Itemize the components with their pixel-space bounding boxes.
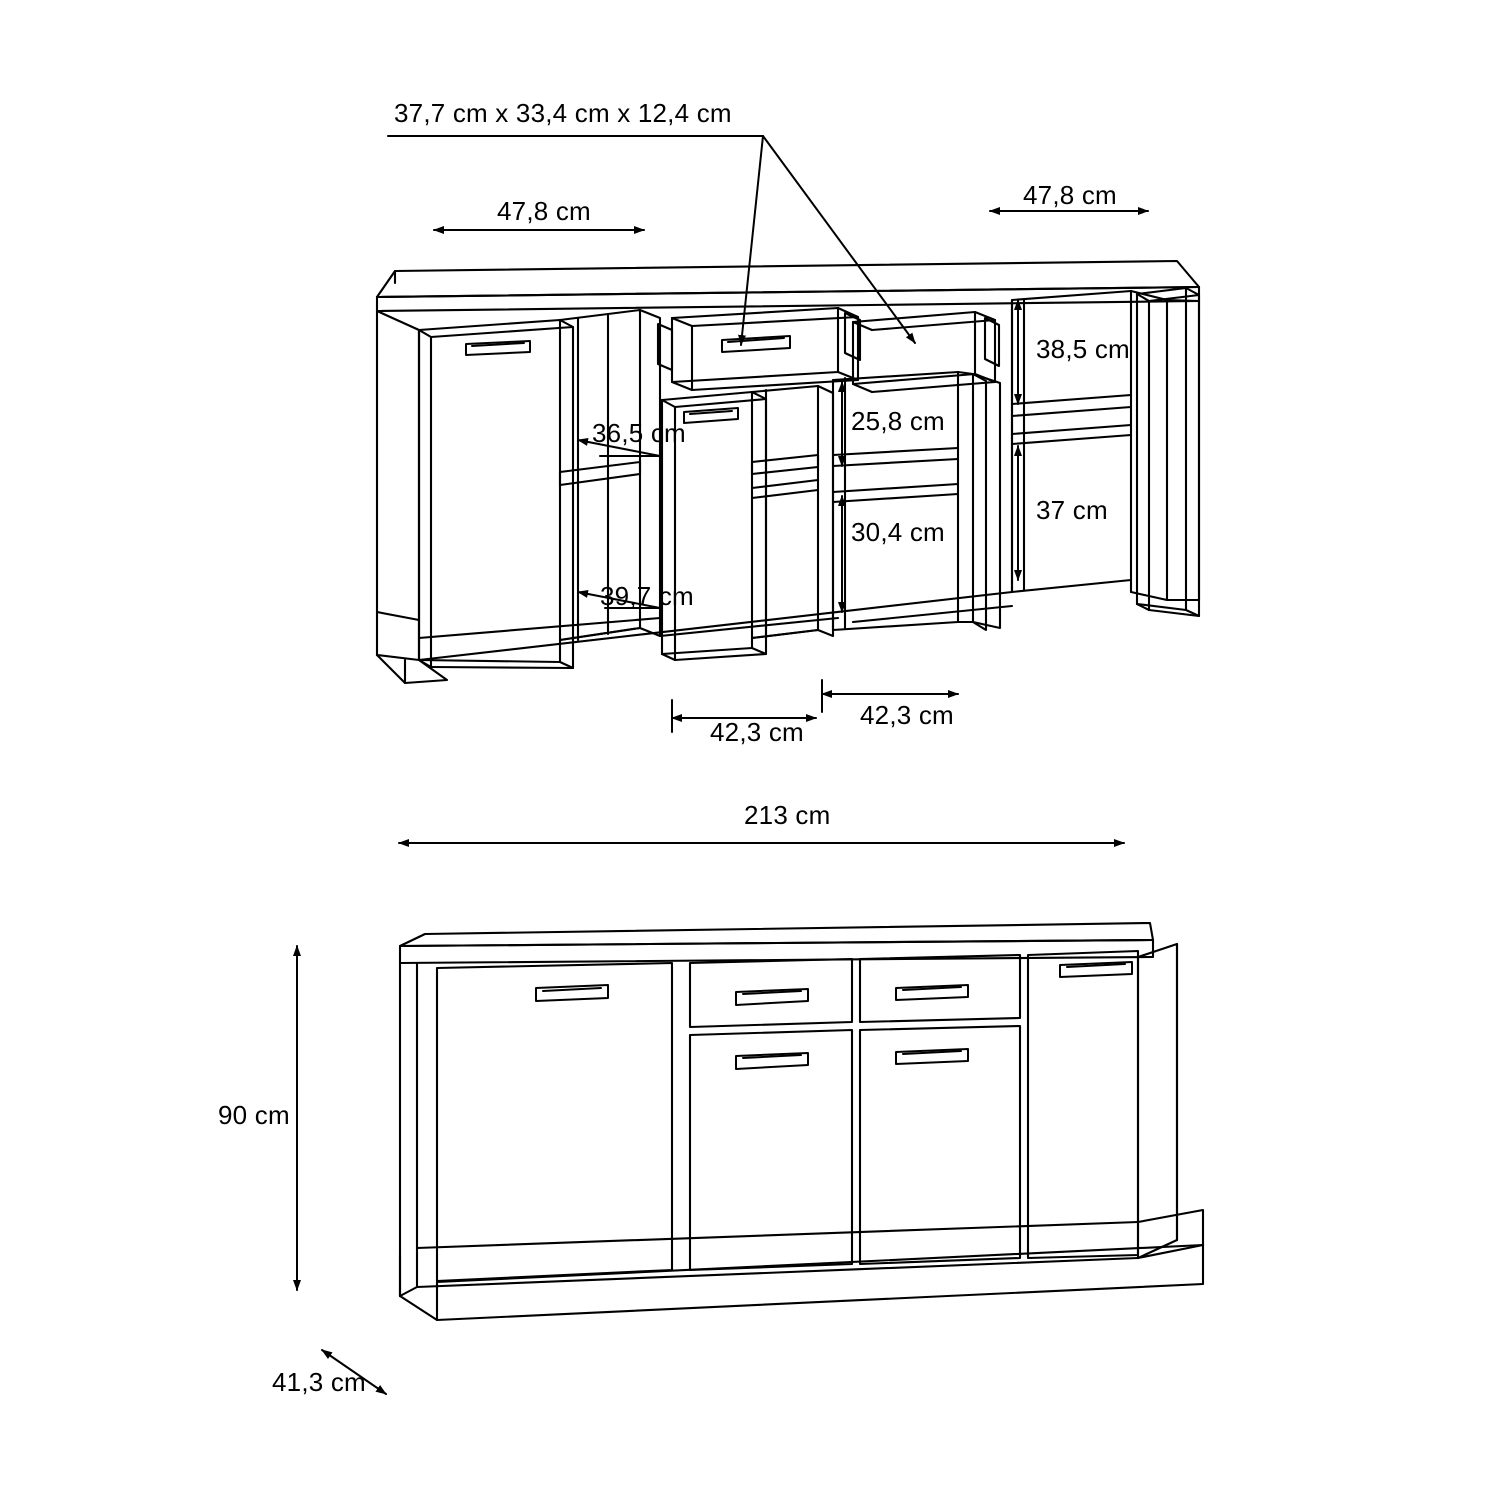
door-right-closed — [1028, 951, 1138, 1258]
door-left-open — [419, 320, 573, 668]
dim-label-bottom-right-compartment: 37 cm — [1036, 495, 1108, 525]
dim-label-drawer-box: 37,7 cm x 33,4 cm x 12,4 cm — [394, 98, 732, 128]
handle-door-right-closed — [1060, 962, 1132, 977]
handle-drawer-middle-right — [896, 985, 968, 1000]
handle-door-middle-left — [684, 408, 738, 423]
handle-door-left — [466, 341, 530, 355]
dim-label-total-width: 213 cm — [744, 800, 831, 830]
dim-label-middle-door-width-right: 42,3 cm — [860, 700, 954, 730]
handle-door-left-closed — [536, 985, 608, 1001]
interior-compartment-middle-left — [752, 386, 818, 638]
right-side-panel-closed — [1138, 944, 1177, 1258]
handle-door-middle-left-bottom — [736, 1053, 808, 1069]
door-middle-right-open — [958, 372, 1000, 630]
drawer-slide-right — [985, 318, 999, 366]
dim-label-total-height: 90 cm — [218, 1100, 290, 1130]
door-left-closed — [437, 963, 672, 1281]
dim-label-total-depth: 41,3 cm — [272, 1367, 366, 1397]
carcass-left-side — [377, 311, 419, 660]
top-board-closed — [400, 923, 1153, 963]
dim-label-left-door-width: 47,8 cm — [497, 196, 591, 226]
handle-door-middle-right-bottom — [896, 1049, 968, 1064]
dim-label-lower-middle-compartment: 30,4 cm — [851, 517, 945, 547]
base-plinth-left — [377, 612, 447, 683]
top-board-open — [377, 261, 1199, 311]
carcass-right-side — [1131, 291, 1199, 600]
dim-label-shelf-depth-lower: 39,7 cm — [600, 581, 694, 611]
dim-label-top-right-compartment: 38,5 cm — [1036, 334, 1130, 364]
dim-label-upper-middle-compartment: 25,8 cm — [851, 406, 945, 436]
divider-panel-2 — [818, 386, 833, 636]
dim-label-middle-door-width-left: 42,3 cm — [710, 717, 804, 747]
dim-label-shelf-depth-upper: 36,5 cm — [592, 418, 686, 448]
handle-drawer-left — [722, 336, 790, 352]
dim-label-right-door-width: 47,8 cm — [1023, 180, 1117, 210]
handle-drawer-middle-left — [736, 989, 808, 1005]
